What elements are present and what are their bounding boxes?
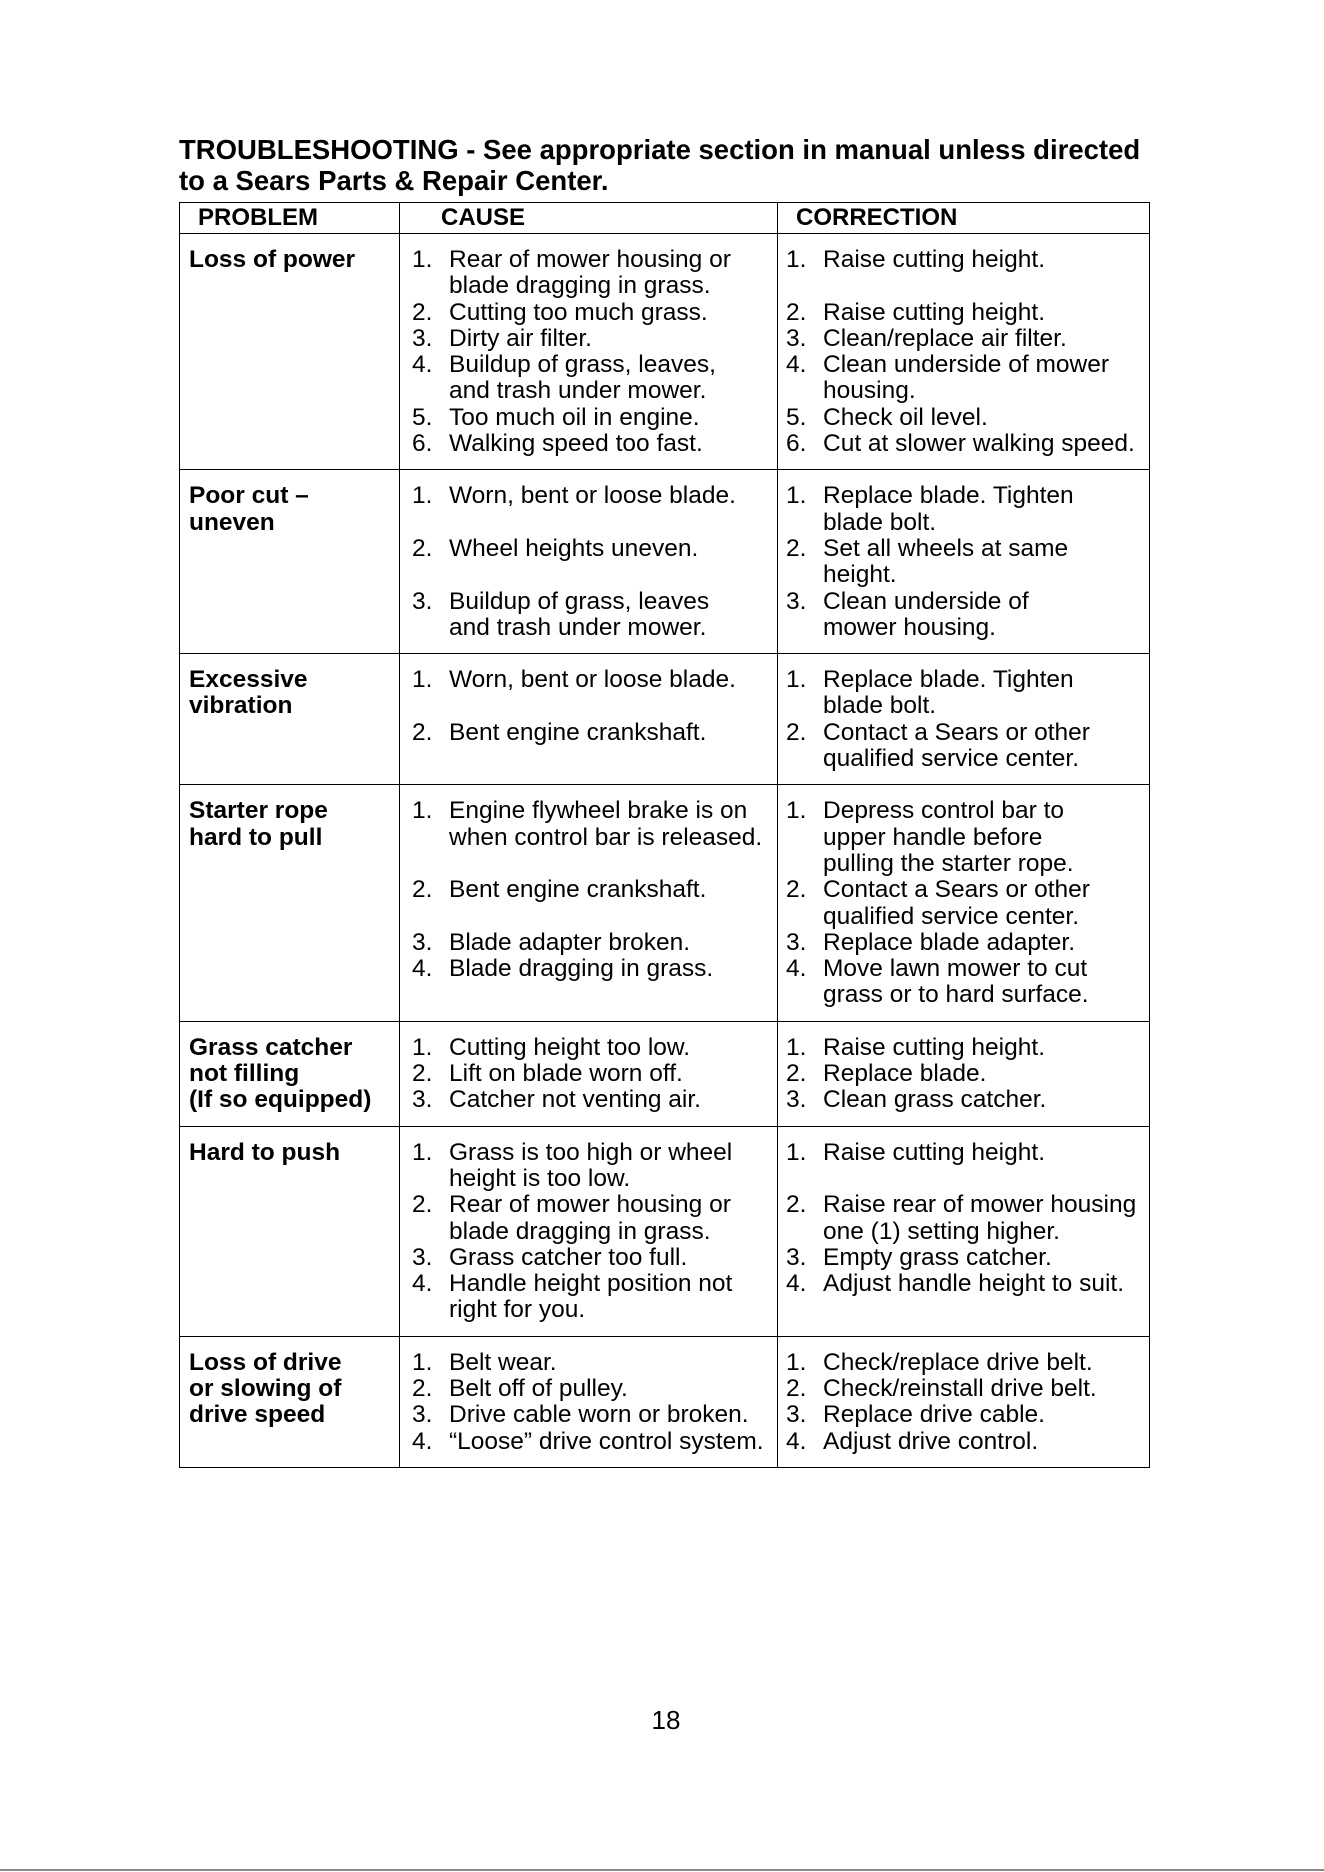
correction-item bbox=[778, 1087, 1149, 1113]
correction-text: Replace drive cable. bbox=[823, 1401, 1045, 1429]
correction-item bbox=[778, 431, 1149, 457]
cause-number: 1. bbox=[412, 797, 433, 825]
cause-number: 1. bbox=[412, 1348, 433, 1376]
cause-item bbox=[400, 720, 778, 773]
cause-item bbox=[400, 1376, 778, 1402]
correction-item bbox=[778, 1061, 1149, 1087]
correction-text: Cut at slower walking speed. bbox=[823, 430, 1135, 458]
cause-item bbox=[400, 589, 778, 642]
correction-text: Contact a Sears or other qualified service center. bbox=[823, 718, 1090, 773]
correction-number: 2. bbox=[786, 1060, 807, 1088]
correction-number: 1. bbox=[786, 666, 807, 694]
correction-text: Set all wheels at same height. bbox=[823, 534, 1069, 589]
cause-item bbox=[400, 667, 778, 720]
correction-number: 1. bbox=[786, 246, 807, 273]
cause-item bbox=[400, 1087, 778, 1113]
problem-cell: Grass catcher not filling (If so equipped) bbox=[189, 1033, 372, 1114]
cause-text: Wheel heights uneven. bbox=[449, 534, 699, 562]
correction-text: Check oil level. bbox=[823, 403, 988, 431]
correction-item bbox=[778, 483, 1149, 536]
correction-item bbox=[778, 720, 1149, 773]
correction-number: 3. bbox=[786, 1401, 807, 1429]
cause-text: Walking speed too fast. bbox=[449, 430, 703, 458]
cause-number: 4. bbox=[412, 1427, 433, 1455]
table-row bbox=[180, 234, 1149, 470]
correction-number: 1. bbox=[786, 797, 807, 825]
cause-item bbox=[400, 798, 778, 877]
cause-number: 2. bbox=[412, 298, 433, 326]
cause-number: 3. bbox=[412, 587, 433, 615]
cause-item bbox=[400, 405, 778, 431]
correction-number: 1. bbox=[786, 1033, 807, 1061]
cause-number: 2. bbox=[412, 1374, 433, 1402]
cause-text: Worn, bent or loose blade. bbox=[449, 666, 736, 694]
correction-item bbox=[778, 300, 1149, 326]
cause-item bbox=[400, 1061, 778, 1087]
correction-text: Check/reinstall drive belt. bbox=[823, 1374, 1097, 1402]
cause-number: 3. bbox=[412, 928, 433, 956]
cause-item bbox=[400, 352, 778, 405]
correction-text: Clean/replace air filter. bbox=[823, 324, 1067, 352]
column-divider bbox=[777, 203, 778, 1467]
correction-number: 3. bbox=[786, 1243, 807, 1271]
cause-number: 4. bbox=[412, 955, 433, 983]
correction-text: Raise cutting height. bbox=[823, 1138, 1045, 1166]
correction-item bbox=[778, 1271, 1149, 1324]
cause-text: Belt off of pulley. bbox=[449, 1374, 628, 1402]
problem-cell: Hard to push bbox=[189, 1138, 341, 1166]
correction-text: Raise cutting height. bbox=[823, 246, 1045, 273]
cause-item bbox=[400, 1350, 778, 1376]
correction-number: 4. bbox=[786, 955, 807, 983]
correction-item bbox=[778, 1350, 1149, 1376]
cause-text: Rear of mower housing or blade dragging in grass. bbox=[449, 1191, 731, 1245]
correction-number: 3. bbox=[786, 1086, 807, 1114]
correction-text: Replace blade. Tighten blade bolt. bbox=[823, 666, 1074, 720]
correction-number: 2. bbox=[786, 534, 807, 562]
problem-cell: Poor cut – uneven bbox=[189, 482, 309, 536]
cause-text: Blade dragging in grass. bbox=[449, 955, 714, 983]
correction-item bbox=[778, 1429, 1149, 1455]
problem-cell: Excessive vibration bbox=[189, 666, 308, 720]
page-bottom-edge bbox=[0, 1869, 1324, 1871]
correction-number: 1. bbox=[786, 1348, 807, 1376]
cause-text: Buildup of grass, leaves and trash under mower. bbox=[449, 587, 710, 641]
cause-text: Rear of mower housing or blade dragging in grass. bbox=[449, 246, 731, 300]
correction-item bbox=[778, 930, 1149, 956]
correction-number: 3. bbox=[786, 587, 807, 615]
correction-text: Move lawn mower to cut grass or to hard surface. bbox=[823, 955, 1089, 1009]
correction-text: Replace blade adapter. bbox=[823, 928, 1075, 956]
correction-number: 2. bbox=[786, 298, 807, 326]
cause-number: 2. bbox=[412, 718, 433, 746]
table-body bbox=[180, 234, 1149, 1467]
correction-text: Raise cutting height. bbox=[823, 298, 1045, 326]
cause-item bbox=[400, 1140, 778, 1193]
cause-text: Too much oil in engine. bbox=[449, 403, 700, 431]
cause-item bbox=[400, 300, 778, 326]
cause-text: Bent engine crankshaft. bbox=[449, 876, 707, 904]
cause-text: Handle height position not right for you. bbox=[449, 1270, 733, 1324]
cause-number: 5. bbox=[412, 403, 433, 431]
cause-item bbox=[400, 1035, 778, 1061]
cause-number: 2. bbox=[412, 534, 433, 562]
correction-item bbox=[778, 536, 1149, 589]
correction-item bbox=[778, 1192, 1149, 1245]
cause-item bbox=[400, 930, 778, 956]
correction-number: 1. bbox=[786, 482, 807, 510]
cause-item bbox=[400, 1429, 778, 1455]
cause-item bbox=[400, 326, 778, 352]
cause-item bbox=[400, 483, 778, 536]
correction-item bbox=[778, 405, 1149, 431]
correction-number: 2. bbox=[786, 1374, 807, 1402]
cause-text: Engine flywheel brake is on when control bar is released. bbox=[449, 797, 763, 851]
cause-number: 1. bbox=[412, 246, 433, 273]
cause-number: 2. bbox=[412, 1191, 433, 1219]
cause-text: Lift on blade worn off. bbox=[449, 1060, 683, 1088]
header-problem: PROBLEM bbox=[198, 204, 318, 231]
correction-number: 3. bbox=[786, 928, 807, 956]
cause-text: Drive cable worn or broken. bbox=[449, 1401, 749, 1429]
cause-text: Grass is too high or wheel height is too low. bbox=[449, 1138, 733, 1192]
table-header-row bbox=[180, 203, 1149, 234]
cause-number: 1. bbox=[412, 666, 433, 694]
cause-number: 2. bbox=[412, 1060, 433, 1088]
cause-number: 2. bbox=[412, 876, 433, 904]
cause-number: 4. bbox=[412, 351, 433, 379]
correction-text: Raise rear of mower housing one (1) setting higher. bbox=[823, 1191, 1137, 1245]
correction-text: Raise cutting height. bbox=[823, 1033, 1045, 1061]
cause-text: Cutting height too low. bbox=[449, 1033, 691, 1061]
correction-number: 4. bbox=[786, 1427, 807, 1455]
cause-number: 3. bbox=[412, 324, 433, 352]
table-row bbox=[180, 1127, 1149, 1337]
correction-item bbox=[778, 247, 1149, 300]
cause-text: Grass catcher too full. bbox=[449, 1243, 688, 1271]
correction-item bbox=[778, 352, 1149, 405]
correction-item bbox=[778, 956, 1149, 1009]
cause-number: 1. bbox=[412, 482, 433, 510]
problem-cell: Starter rope hard to pull bbox=[189, 797, 328, 851]
correction-item bbox=[778, 877, 1149, 930]
cause-text: Buildup of grass, leaves, and trash under mower. bbox=[449, 351, 716, 405]
cause-number: 3. bbox=[412, 1401, 433, 1429]
correction-item bbox=[778, 1035, 1149, 1061]
table-row bbox=[180, 654, 1149, 785]
cause-item bbox=[400, 536, 778, 589]
correction-item bbox=[778, 798, 1149, 877]
correction-text: Contact a Sears or other qualified service center. bbox=[823, 876, 1090, 930]
correction-text: Clean underside of mower housing. bbox=[823, 587, 1029, 641]
correction-item bbox=[778, 667, 1149, 720]
correction-number: 6. bbox=[786, 430, 807, 458]
cause-number: 4. bbox=[412, 1270, 433, 1298]
cause-item bbox=[400, 956, 778, 1009]
cause-text: Bent engine crankshaft. bbox=[449, 718, 707, 746]
correction-number: 3. bbox=[786, 324, 807, 352]
correction-item bbox=[778, 1376, 1149, 1402]
cause-item bbox=[400, 1402, 778, 1428]
cause-text: Catcher not venting air. bbox=[449, 1086, 701, 1114]
cause-item bbox=[400, 247, 778, 300]
column-divider bbox=[399, 203, 400, 1467]
page-number: 18 bbox=[651, 1705, 681, 1735]
cause-item bbox=[400, 1245, 778, 1271]
correction-text: Replace blade. Tighten blade bolt. bbox=[823, 482, 1074, 536]
header-correction: CORRECTION bbox=[796, 204, 958, 231]
cause-item bbox=[400, 431, 778, 457]
correction-number: 5. bbox=[786, 403, 807, 431]
correction-text: Adjust drive control. bbox=[823, 1427, 1039, 1455]
cause-number: 3. bbox=[412, 1243, 433, 1271]
cause-text: Worn, bent or loose blade. bbox=[449, 482, 736, 510]
correction-number: 4. bbox=[786, 351, 807, 379]
correction-text: Adjust handle height to suit. bbox=[823, 1270, 1125, 1298]
page-title: TROUBLESHOOTING - See appropriate section in manual unless directed to a Sears Parts & Repair Center. bbox=[179, 134, 1141, 196]
correction-text: Clean underside of mower housing. bbox=[823, 351, 1109, 405]
correction-text: Replace blade. bbox=[823, 1060, 987, 1088]
cause-text: Blade adapter broken. bbox=[449, 928, 691, 956]
correction-number: 4. bbox=[786, 1270, 807, 1298]
cause-number: 3. bbox=[412, 1086, 433, 1114]
problem-cell: Loss of power bbox=[189, 246, 356, 273]
cause-text: Cutting too much grass. bbox=[449, 298, 708, 326]
correction-item bbox=[778, 1245, 1149, 1271]
cause-number: 1. bbox=[412, 1138, 433, 1166]
cause-number: 6. bbox=[412, 430, 433, 458]
cause-item bbox=[400, 877, 778, 930]
cause-text: “Loose” drive control system. bbox=[449, 1427, 764, 1455]
correction-number: 2. bbox=[786, 876, 807, 904]
correction-item bbox=[778, 589, 1149, 642]
table-row bbox=[180, 785, 1149, 1021]
correction-number: 1. bbox=[786, 1138, 807, 1166]
correction-item bbox=[778, 1402, 1149, 1428]
correction-text: Clean grass catcher. bbox=[823, 1086, 1047, 1114]
correction-number: 2. bbox=[786, 718, 807, 746]
correction-text: Check/replace drive belt. bbox=[823, 1348, 1093, 1376]
correction-text: Depress control bar to upper handle before pulling the starter rope. bbox=[823, 797, 1074, 877]
correction-item bbox=[778, 326, 1149, 352]
table-row bbox=[180, 1337, 1149, 1467]
table-row bbox=[180, 470, 1149, 654]
problem-cell: Loss of drive or slowing of drive speed bbox=[189, 1348, 342, 1429]
cause-item bbox=[400, 1271, 778, 1324]
cause-number: 1. bbox=[412, 1033, 433, 1061]
correction-text: Empty grass catcher. bbox=[823, 1243, 1052, 1271]
correction-number: 2. bbox=[786, 1191, 807, 1219]
cause-item bbox=[400, 1192, 778, 1245]
header-cause: CAUSE bbox=[441, 204, 526, 231]
correction-item bbox=[778, 1140, 1149, 1193]
troubleshooting-table bbox=[179, 202, 1150, 1468]
table-row bbox=[180, 1022, 1149, 1127]
cause-text: Belt wear. bbox=[449, 1348, 557, 1376]
cause-text: Dirty air filter. bbox=[449, 324, 592, 352]
